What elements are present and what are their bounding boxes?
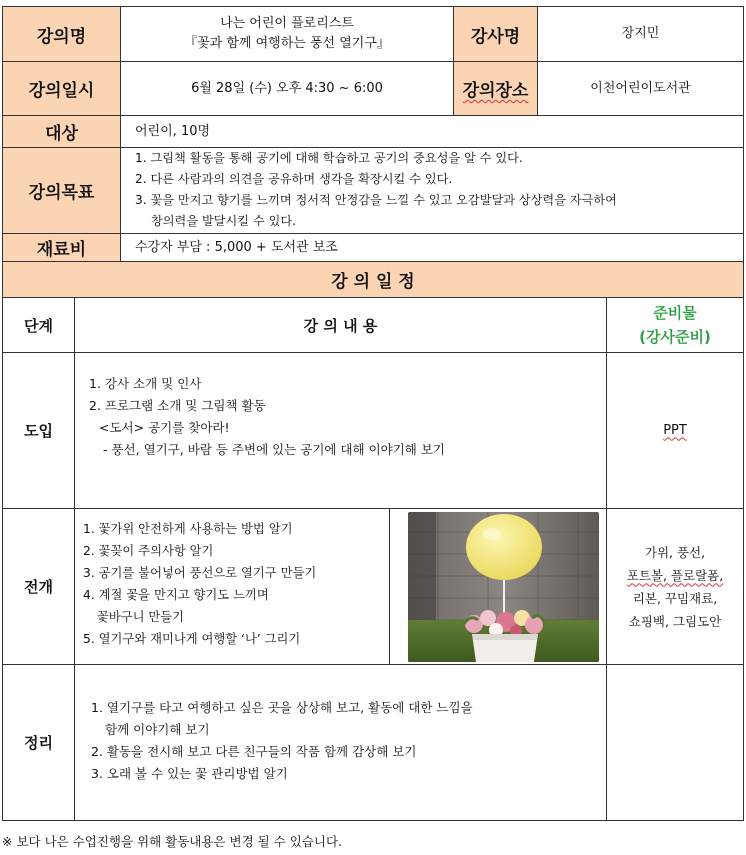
prep-development — [606, 508, 744, 665]
goal-item: 창의력을 발달시킬 수 있다. — [151, 214, 297, 228]
instructor-label: 강사명 — [453, 6, 538, 62]
content-line: 2. 프로그램 소개 및 그림책 활동 — [89, 398, 266, 413]
content-line: 5. 열기구와 재미나게 여행할 ‘나’ 그리기 — [83, 632, 301, 646]
content-line: 1. 열기구를 타고 여행하고 싶은 곳을 상상해 보고, 활동에 대한 느낌을 — [91, 700, 473, 715]
schedule-title: 강 의 일 정 — [2, 261, 744, 298]
goal-item: 3. 꽃을 만지고 향기를 느끼며 정서적 안정감을 느낄 수 있고 오감발달과 상상력을 자극하여 — [135, 193, 617, 207]
content-line: <도서> 공기를 찾아라! — [99, 420, 230, 435]
content-intro — [74, 352, 607, 509]
footnote: ※ 보다 나은 수업진행을 위해 활동내용은 변경 될 수 있습니다. — [2, 834, 343, 849]
content-line: 2. 꽃꽂이 주의사항 알기 — [83, 544, 214, 558]
content-line: 3. 오래 볼 수 있는 꽃 관리방법 알기 — [91, 766, 288, 781]
goals-list — [120, 147, 744, 234]
content-line: 2. 활동을 전시해 보고 다른 친구들의 작품 함께 감상해 보기 — [91, 744, 417, 759]
materials-fee-value: 수강자 부담 : 5,000 + 도서관 보조 — [120, 233, 744, 262]
content-line: 1. 강사 소개 및 인사 — [89, 376, 202, 391]
lecture-name-line2: 『꽃과 함께 여행하는 풍선 열기구』 — [184, 36, 390, 51]
datetime-label: 강의일시 — [2, 61, 121, 116]
content-line: 꽃바구니 만들기 — [97, 610, 185, 624]
lecture-name-line1: 나는 어린이 플로리스트 — [220, 16, 354, 31]
datetime-value: 6월 28일 (수) 오후 4:30 ~ 6:00 — [120, 61, 454, 116]
col-prep-line1: 준비물 — [653, 304, 697, 322]
lecture-name-label: 강의명 — [2, 6, 121, 62]
prep-line: 가위, 풍선, — [644, 544, 706, 560]
content-line: 함께 이야기해 보기 — [105, 722, 210, 737]
content-wrapup — [74, 664, 607, 821]
col-stage-header: 단계 — [2, 297, 75, 353]
goal-item: 1. 그림책 활동을 통해 공기에 대해 학습하고 공기의 중요성을 알 수 있다. — [135, 151, 523, 165]
materials-fee-label: 재료비 — [2, 233, 121, 262]
balloon-flower-basket-photo — [408, 512, 599, 662]
lecture-name-value — [120, 6, 454, 62]
content-line: - 풍선, 열기구, 바람 등 주변에 있는 공기에 대해 이야기해 보기 — [103, 442, 445, 457]
content-line: 3. 공기를 불어넣어 풍선으로 열기구 만들기 — [83, 566, 317, 580]
stage-wrapup: 정리 — [2, 664, 75, 821]
col-prep-line2: (강사준비) — [639, 328, 711, 346]
col-prep-header — [606, 297, 744, 353]
content-line: 1. 꽃가위 안전하게 사용하는 방법 알기 — [83, 522, 293, 536]
prep-wrapup — [606, 664, 744, 821]
target-value: 어린이, 10명 — [120, 115, 744, 148]
prep-line: 리본, 꾸밈재료, — [632, 590, 718, 606]
prep-line: 포트볼, 플로랄폼, — [626, 567, 724, 583]
goals-label: 강의목표 — [2, 147, 121, 234]
instructor-value: 장지민 — [537, 6, 744, 62]
target-label: 대상 — [2, 115, 121, 148]
content-line: 4. 계절 꽃을 만지고 향기도 느끼며 — [83, 588, 269, 602]
stage-development: 전개 — [2, 508, 75, 665]
goal-item: 2. 다른 사람과의 의견을 공유하며 생각을 확장시킬 수 있다. — [135, 172, 453, 186]
content-development — [74, 508, 390, 665]
photo-cell — [389, 508, 607, 665]
stage-intro: 도입 — [2, 352, 75, 509]
prep-intro: PPT — [606, 352, 744, 509]
prep-line: 쇼핑백, 그림도안 — [628, 613, 722, 629]
location-label: 강의장소 — [453, 61, 538, 116]
col-content-header: 강 의 내 용 — [74, 297, 607, 353]
location-value: 이천어린이도서관 — [537, 61, 744, 116]
